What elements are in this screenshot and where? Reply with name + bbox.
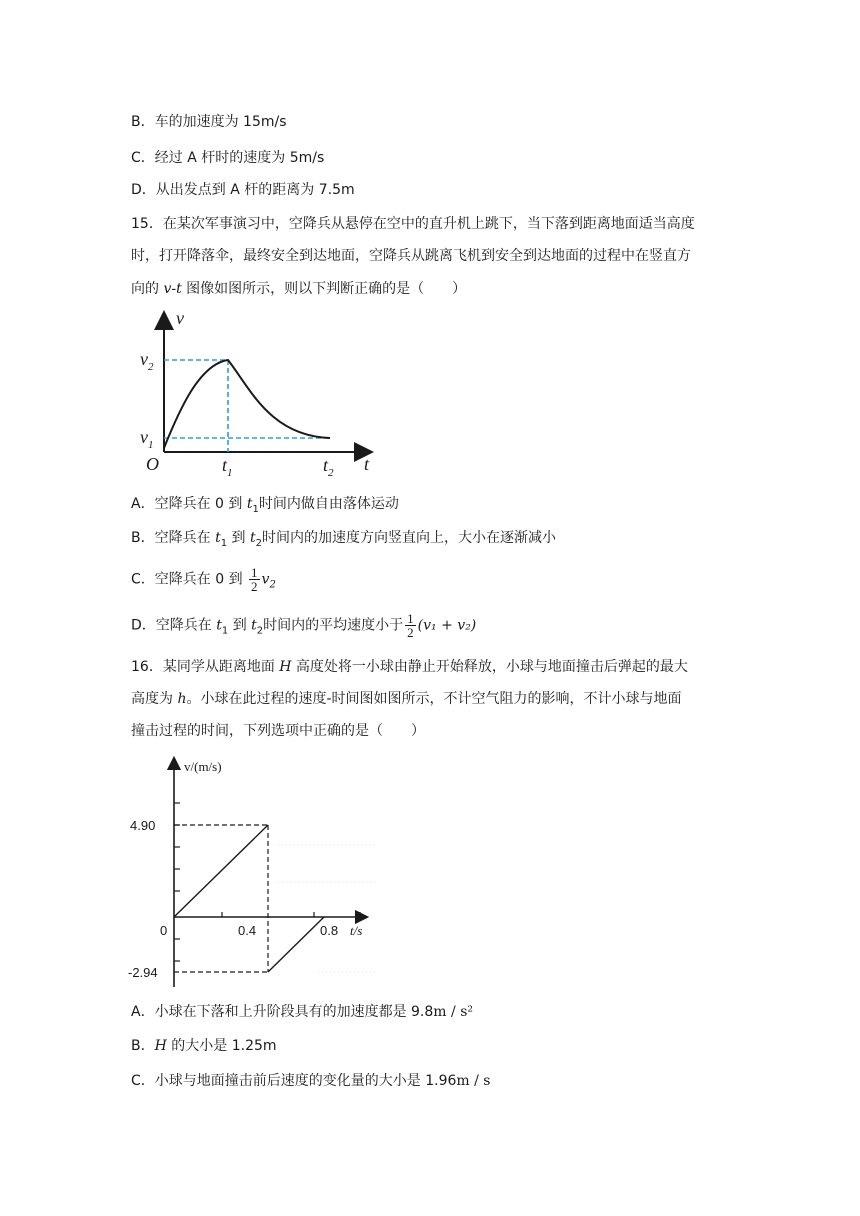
q16-x-tick-1-label: 0.4 [238, 923, 257, 938]
q16-y-bottom-label: -2.94 [128, 965, 158, 980]
q15-v2-label: $v_2$ [140, 349, 154, 373]
q16-v-axis-label: v/(m/s) [184, 759, 222, 774]
q15-option-d-fraction: $\frac{1}{2}$ [407, 611, 414, 640]
q14-option-d: D．从出发点到 A 杆的距离为 7.5m [131, 182, 355, 198]
q14-option-b: B．车的加速度为 15m/s [131, 114, 287, 130]
q15-option-c: C．空降兵在 0 到 $\frac{1}{2}$ $v_2$ [131, 565, 276, 594]
q16-fall-line [174, 825, 268, 917]
q16-origin-label: 0 [160, 923, 168, 938]
q16-option-b: B．H 的大小是 1.25m [131, 1038, 277, 1054]
q15-stem-line-1: 15．在某次军事演习中，空降兵从悬停在空中的直升机上跳下，当下落到距离地面适当高度 [131, 216, 695, 232]
q15-stem-line-2: 时，打开降落伞，最终安全到达地面，空降兵从跳离飞机到安全到达地面的过程中在竖直方 [131, 248, 691, 264]
q15-option-d: D．空降兵在 $t_1$ 到 $t_2$时间内的平均速度小于 $\frac{1}{2}$ (v₁ + v₂) [131, 611, 477, 640]
q15-t-axis-label: t [364, 454, 370, 474]
q15-vt-graph [130, 308, 390, 478]
q16-y-ticks [174, 803, 180, 961]
q16-stem-line-2: 高度为 h。小球在此过程的速度-时间图如图所示，不计空气阻力的影响，不计小球与地面 [131, 691, 682, 707]
q15-option-a: A．空降兵在 0 到 $t_1$时间内做自由落体运动 [131, 496, 399, 515]
q16-y-top-label: 4.90 [130, 818, 156, 833]
q15-t1-label: $t_1$ [222, 455, 233, 479]
q16-t-axis-label: t/s [350, 923, 363, 938]
q16-stem-line-3: 撞击过程的时间，下列选项中正确的是（ ） [131, 723, 425, 739]
q15-stem-line-3: 向的 v-t 图像如图所示，则以下判断正确的是（ ） [131, 281, 467, 297]
q15-option-c-fraction: $\frac{1}{2}$ [251, 565, 258, 594]
q16-option-c: C．小球与地面撞击前后速度的变化量的大小是 1.96m / s [131, 1073, 491, 1089]
q16-vt-graph [128, 757, 398, 987]
q15-vt-curve [164, 360, 330, 448]
q16-stem-line-1: 16．某同学从距离地面 H 高度处将一小球由静止开始释放，小球与地面撞击后弹起的最大 [131, 659, 688, 675]
q15-option-b: B．空降兵在 $t_1$ 到 $t_2$时间内的加速度方向竖直向上，大小在逐渐减小 [131, 530, 556, 549]
q14-option-c: C．经过 A 杆时的速度为 5m/s [131, 150, 325, 166]
q16-x-tick-2-label: 0.8 [320, 923, 339, 938]
q15-v-axis-label: v [176, 308, 184, 328]
q15-v1-label: $v_1$ [140, 427, 154, 451]
q16-rise-line [268, 917, 324, 972]
q15-origin-label: O [146, 454, 159, 474]
q15-t2-label: $t_2$ [323, 455, 334, 479]
q16-option-a: A．小球在下落和上升阶段具有的加速度都是 9.8m / s² [131, 1004, 473, 1020]
